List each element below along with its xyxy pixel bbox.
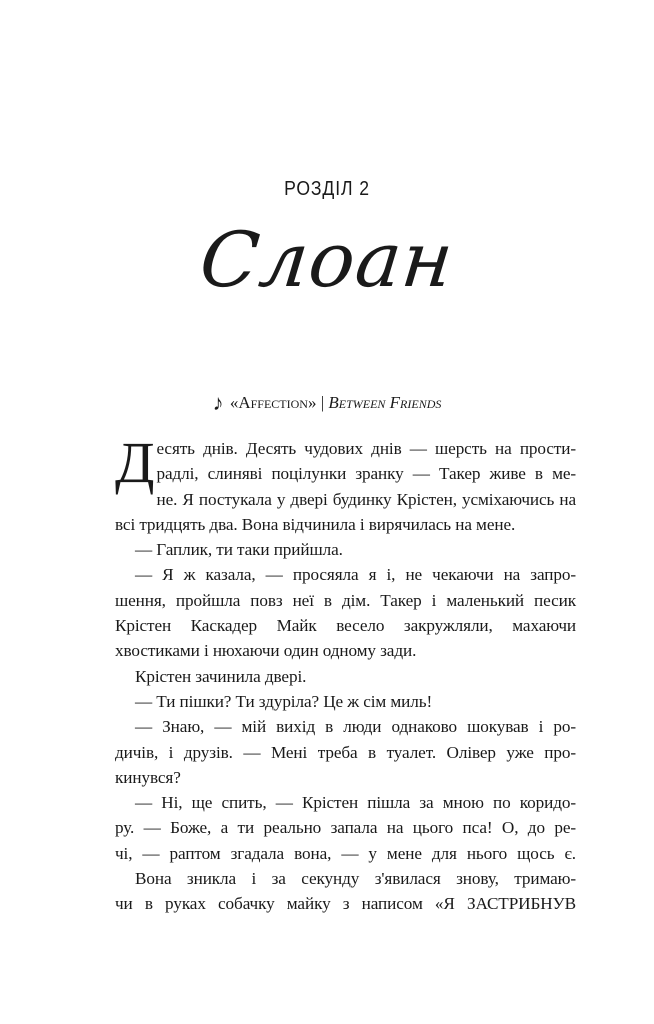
song-separator: |	[320, 393, 325, 412]
text-line: шення, пройшла повз неї в дім. Такер і маленький песик	[115, 590, 576, 610]
song-artist: Between Friends	[328, 393, 442, 412]
text-line: дичів, і друзів. — Мені треба в туалет. Олівер уже про-	[115, 742, 576, 762]
text-line: чи в руках собачку майку з написом «Я ЗАСТРИБНУВ	[115, 894, 576, 914]
text-line: чі, — раптом згадала вона, — у мене для нього щось є.	[115, 843, 576, 863]
text-line: радлі, слиняві поцілунки зранку — Такер живе в ме-	[156, 464, 576, 484]
text-line: хвостиками і нюхаючи один одному зади.	[115, 641, 417, 661]
text-line: не. Я постукала у двері будинку Крістен, усміхаючись на	[156, 489, 576, 509]
text-line: Крістен Каскадер Майк весело закружляли, махаючи	[115, 616, 576, 636]
text-line: кинувся?	[115, 767, 181, 787]
text-line: всі тридцять два. Вона відчинила і вирячилась на мене.	[115, 514, 516, 534]
text-line: — Гаплик, ти таки прийшла.	[135, 540, 343, 560]
text-line: есять днів. Десять чудових днів — шерсть на прости-	[156, 439, 576, 458]
text-line: — Ти пішки? Ти здуріла? Це ж сім миль!	[135, 691, 433, 711]
music-note-icon: ♪	[212, 390, 224, 415]
chapter-title: Слоан	[196, 215, 459, 304]
song-title: «Affection»	[229, 393, 317, 412]
text-line: ру. — Боже, а ти реально запала на цього пса! О, до ре-	[115, 818, 576, 838]
chapter-body-text	[115, 430, 576, 917]
text-line: Крістен зачинила двері.	[135, 666, 307, 686]
song-epigraph	[0, 390, 654, 416]
chapter-label: РОЗДІЛ 2	[284, 178, 370, 200]
text-line: — Я ж казала, — просяяла я і, не чекаючи на запро-	[135, 565, 576, 585]
opening-paragraph	[115, 430, 576, 537]
drop-cap: Д	[115, 430, 155, 495]
text-line: — Ні, ще спить, — Крістен пішла за мною по коридо-	[135, 793, 576, 813]
text-line: — Знаю, — мій вихід в люди однаково шокував і ро-	[135, 717, 576, 737]
text-line: Вона зникла і за секунду з'явилася знову, тримаю-	[135, 869, 576, 889]
